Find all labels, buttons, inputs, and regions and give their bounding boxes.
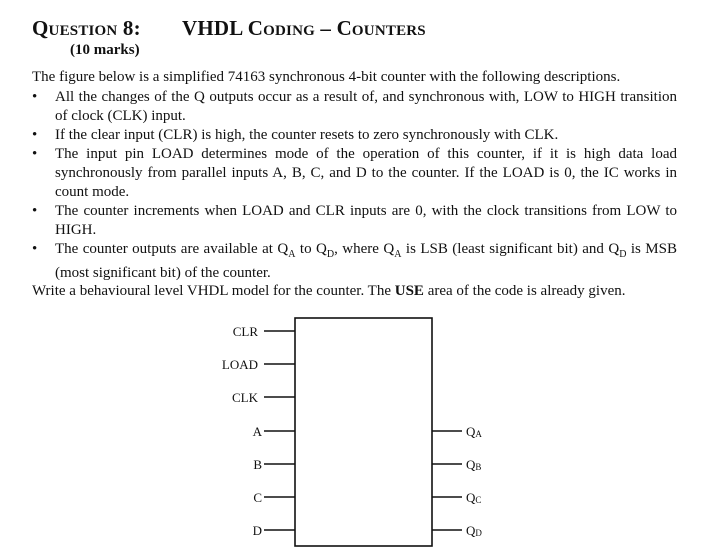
- d-pin-label: D: [252, 523, 262, 538]
- question-marks: (10 marks): [70, 42, 140, 58]
- counter-ic-box: [295, 318, 432, 546]
- question-title: VHDL Coding – Counters: [182, 16, 426, 40]
- question-number: Question 8:: [32, 16, 141, 40]
- qd-pin-label: QD: [466, 523, 482, 538]
- intro-paragraph: The figure below is a simplified 74163 synchronous 4-bit counter with the following descriptions.: [32, 69, 621, 85]
- description-item: • The counter outputs are available at $Q_A$ to $Q_D$, where $Q_A$ is LSB (least significant bit) and $Q_D$ is MSB (most significant bit) of the counter.: [32, 240, 677, 283]
- description-item: • The input pin LOAD determines mode of the operation of this counter, if it is high data load synchronously from parallel inputs A, B, C, and D to the counter. If the LOAD is 0, the IC works in count mode.: [32, 145, 677, 202]
- a-pin-label: A: [252, 424, 262, 439]
- instruction-paragraph: Write a behavioural level VHDL model for the counter. The USE area of the code is already given.: [32, 283, 626, 299]
- clk-pin-label: CLK: [232, 390, 258, 405]
- description-item: • The counter increments when LOAD and CLR inputs are 0, with the clock transitions from LOW to HIGH.: [32, 202, 677, 240]
- description-item: • All the changes of the Q outputs occur as a result of, and synchronous with, LOW to HIGH transition of clock (CLK) input.: [32, 88, 677, 126]
- load-pin-label: LOAD: [221, 357, 258, 372]
- clr-pin-label: CLR: [232, 324, 258, 339]
- description-item: • If the clear input (CLR) is high, the counter resets to zero synchronously with CLK.: [32, 126, 677, 145]
- qc-pin-label: QC: [466, 490, 482, 505]
- qa-pin-label: QA: [466, 424, 482, 439]
- qb-pin-label: QB: [466, 457, 482, 472]
- b-pin-label: B: [253, 457, 262, 472]
- c-pin-label: C: [253, 490, 262, 505]
